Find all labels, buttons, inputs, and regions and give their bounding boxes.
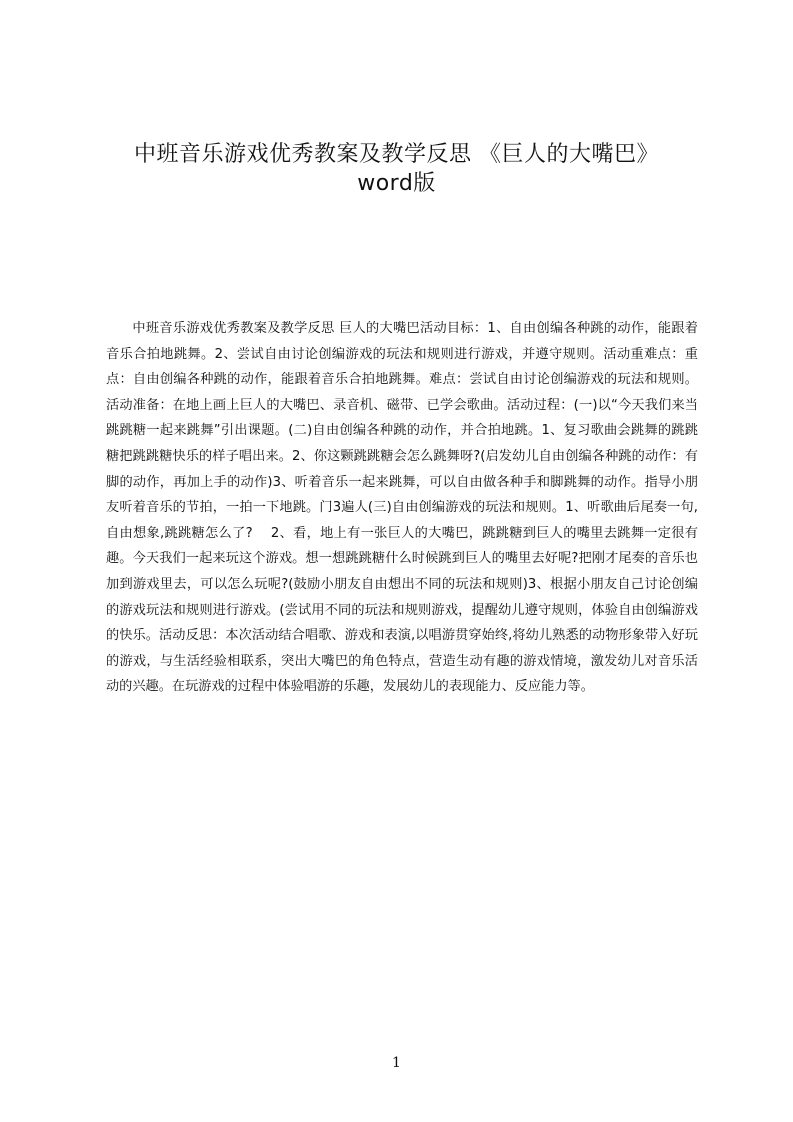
title-line-2: word版 (357, 171, 436, 196)
body-paragraph: 中班音乐游戏优秀教案及教学反思 巨人的大嘴巴活动目标：1、自由创编各种跳的动作，能跟着音乐合拍地跳舞。2、尝试自由讨论创编游戏的玩法和规则进行游戏，并遵守规则。活动重难点：重点：自由创编各种跳的动作，能跟着音乐合拍地跳舞。难点：尝试自由讨论创编游戏的玩法和规则。活动准备：在地上画上巨人的大嘴巴、录音机、磁带、已学会歌曲。活动过程：(一)以“今天我们来当跳跳糖一起来跳舞”引出课题。(二)自由创编各种跳的动作，并合拍地跳。1、复习歌曲会跳舞的跳跳糖把跳跳糖快乐的样子唱出来。2、你这颗跳跳糖会怎么跳舞呀?(启发幼儿自由创编各种跳的动作：有脚的动作，再加上手的动作)3、听着音乐一起来跳舞，可以自由做各种手和脚跳舞的动作。指导小朋友听着音乐的节拍，一拍一下地跳。门3遍人(三)自由创编游戏的玩法和规则。1、听歌曲后尾奏一句,自由想象,跳跳糖怎么了? 2、看，地上有一张巨人的大嘴巴，跳跳糖到巨人的嘴里去跳舞一定很有趣。今天我们一起来玩这个游戏。想一想跳跳糖什么时候跳到巨人的嘴里去好呢?把刚才尾奏的音乐也加到游戏里去，可以怎么玩呢?(鼓励小朋友自由想出不同的玩法和规则)3、根据小朋友自己讨论创编的游戏玩法和规则进行游戏。(尝试用不同的玩法和规则游戏，提醒幼儿遵守规则，体验自由创编游戏的快乐。活动反思：本次活动结合唱歌、游戏和表演,以唱游贯穿始终,将幼儿熟悉的动物形象带入好玩的游戏，与生活经验相联系，突出大嘴巴的角色特点，营造生动有趣的游戏情境，激发幼儿对音乐活动的兴趣。在玩游戏的过程中体验唱游的乐趣，发展幼儿的表现能力、反应能力等。 (106, 321, 698, 695)
title-line-1: 中班音乐游戏优秀教案及教学反思 《巨人的大嘴巴》 (134, 142, 659, 167)
page-number: 1 (392, 1055, 401, 1071)
document-title (0, 140, 793, 198)
